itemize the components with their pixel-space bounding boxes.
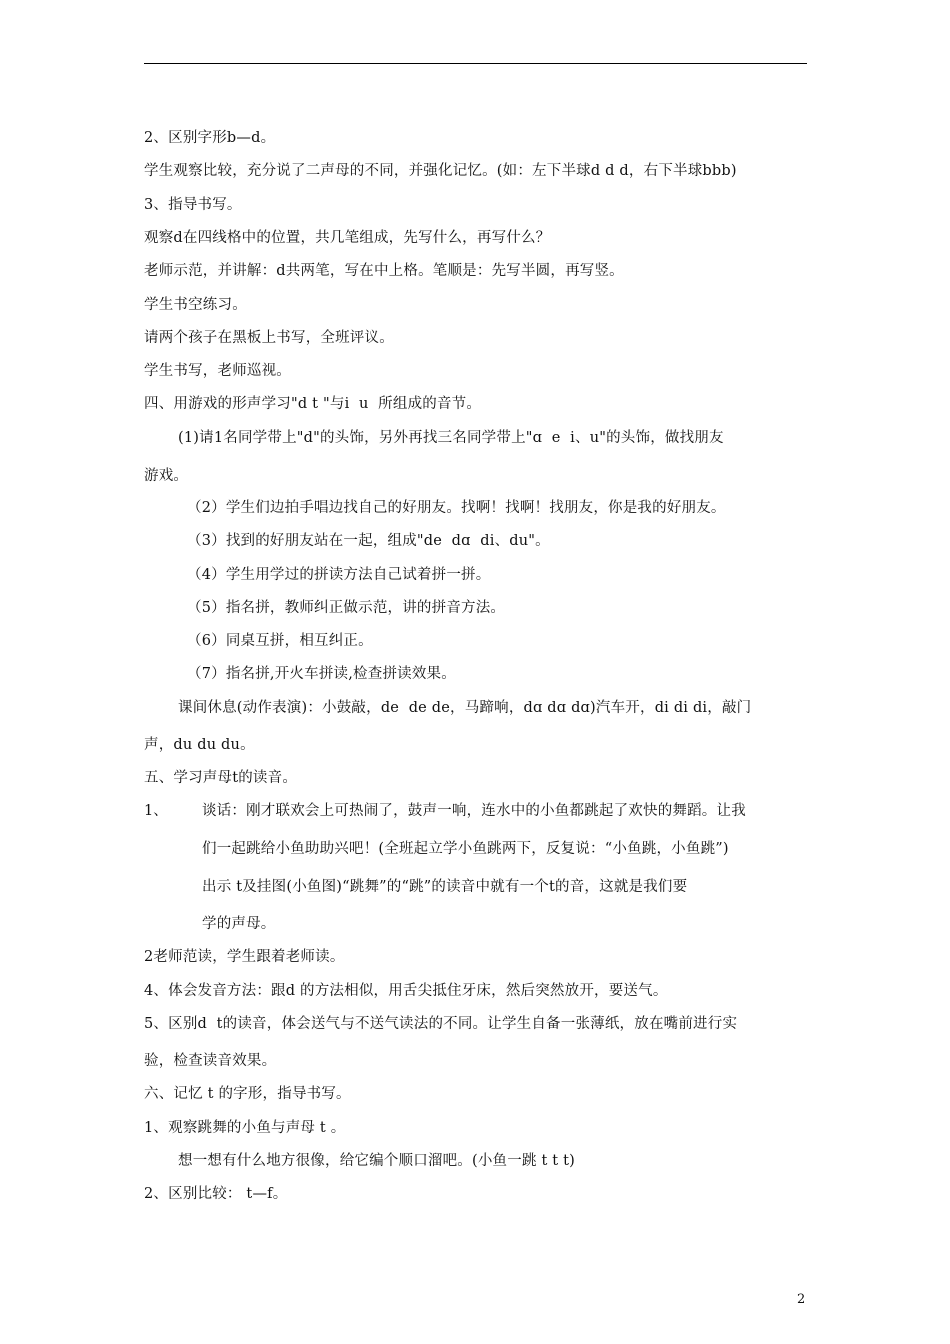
text-line: 1、观察跳舞的小鱼与声母 t 。 <box>144 1120 346 1136</box>
section-heading: 五、学习声母t的读音。 <box>144 770 298 786</box>
text-line: 学生书写，老师巡视。 <box>144 363 291 379</box>
text-line: 老师示范，并讲解：d共两笔，写在中上格。笔顺是：先写半圆，再写竖。 <box>144 263 624 279</box>
page-number: 2 <box>797 1292 806 1307</box>
text-line: 4、体会发音方法：跟d 的方法相似，用舌尖抵住牙床，然后突然放开，要送气。 <box>144 983 668 999</box>
text-line: 验，检查读音效果。 <box>144 1053 277 1069</box>
section-heading: 六、记忆 t 的字形，指导书写。 <box>144 1086 351 1102</box>
text-line: 学生观察比较，充分说了二声母的不同，并强化记忆。(如：左下半球d d d，右下半球bbb) <box>144 163 737 179</box>
text-line: (1)请1名同学带上"d"的头饰，另外再找三名同学带上"ɑ e i、u"的头饰，做找朋友 <box>178 430 724 446</box>
text-line: 请两个孩子在黑板上书写，全班评议。 <box>144 330 394 346</box>
text-line: 游戏。 <box>144 468 189 484</box>
text-line: 3、指导书写。 <box>144 197 242 213</box>
text-line: 们一起跳给小鱼助助兴吧！(全班起立学小鱼跳两下，反复说：“小鱼跳，小鱼跳”) <box>202 841 729 857</box>
section-heading: 四、用游戏的形声学习"d t "与i u 所组成的音节。 <box>144 396 482 412</box>
text-line: 观察d在四线格中的位置，共几笔组成，先写什么，再写什么？ <box>144 230 551 246</box>
list-item: （7）指名拼,开火车拼读,检查拼读效果。 <box>187 666 456 682</box>
text-line: 2老师范读，学生跟着老师读。 <box>144 949 345 965</box>
text-line: 出示 t及挂图(小鱼图)“跳舞”的“跳”的读音中就有一个t的音，这就是我们要 <box>202 879 688 895</box>
text-line: 声，du du du。 <box>144 737 255 753</box>
list-item: （6）同桌互拼，相互纠正。 <box>187 633 373 649</box>
list-item: （5）指名拼，教师纠正做示范，讲的拼音方法。 <box>187 600 506 616</box>
list-number: 1、 <box>144 803 168 819</box>
text-line: 谈话：刚才联欢会上可热闹了，鼓声一响，连水中的小鱼都跳起了欢快的舞蹈。让我 <box>202 803 746 819</box>
text-line: 2、区别比较： t—f。 <box>144 1186 288 1202</box>
text-line: 课间休息(动作表演)：小鼓敲，de de de，马蹄响，dɑ dɑ dɑ)汽车开，di di di，敲门 <box>178 700 752 716</box>
text-line: 学生书空练习。 <box>144 297 247 313</box>
text-line: 想一想有什么地方很像，给它编个顺口溜吧。(小鱼一跳 t t t) <box>178 1153 576 1169</box>
list-item: （2）学生们边拍手唱边找自己的好朋友。找啊！找啊！找朋友，你是我的好朋友。 <box>187 500 726 516</box>
text-line: 2、区别字形b—d。 <box>144 130 276 146</box>
header-rule <box>144 63 807 64</box>
list-item: （3）找到的好朋友站在一起，组成"de dɑ di、du"。 <box>187 533 550 549</box>
text-line: 5、区别d t的读音，体会送气与不送气读法的不同。让学生自备一张薄纸，放在嘴前进行实 <box>144 1016 738 1032</box>
text-line: 学的声母。 <box>202 916 276 932</box>
list-item: （4）学生用学过的拼读方法自己试着拼一拼。 <box>187 567 491 583</box>
